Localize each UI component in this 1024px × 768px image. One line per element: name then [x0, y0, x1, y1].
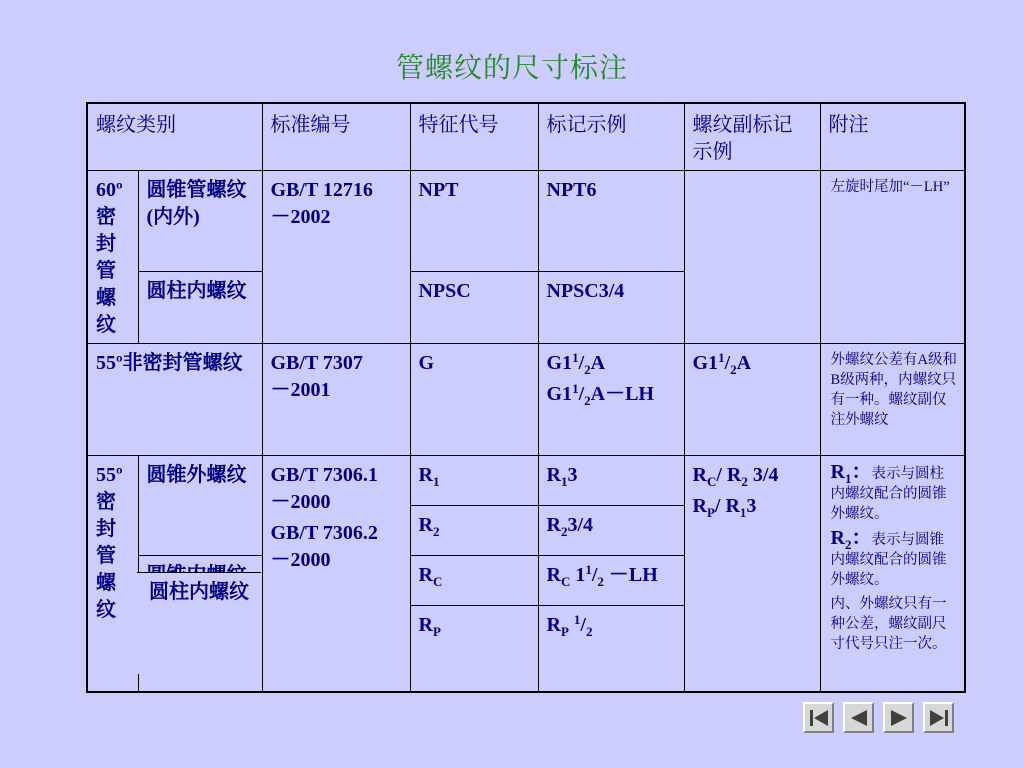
header-standard: 标准编号: [262, 103, 410, 171]
category-60-sealed: 60º密封管螺纹: [87, 171, 138, 344]
standard-60-number: GB/T 12716: [270, 179, 373, 201]
page-title: 管螺纹的尺寸标注: [395, 53, 628, 84]
example-g: [538, 344, 684, 456]
pair-example-g: $G1^1/_2A$: [684, 344, 820, 456]
note-55s-tolerance: 内、外螺纹只有一种公差，螺纹副尺寸代号只注一次。: [830, 596, 947, 652]
header-category: 螺纹类别: [87, 103, 262, 171]
table-row-60-a: [87, 171, 965, 272]
pair-rc-r2: $R_C/$ $R_2$ 3/4: [692, 464, 779, 489]
previous-slide-button[interactable]: [843, 702, 874, 733]
standard-55n-number: GB/T 7307: [270, 352, 363, 374]
standard-55n-year: －2001: [270, 379, 331, 401]
example-npsc: NPSC3/4: [538, 272, 684, 344]
subcategory-taper-pipe: 圆锥管螺纹(内外): [138, 171, 262, 272]
pair-example-60: [684, 171, 820, 344]
header-example: 标记示例: [538, 103, 684, 171]
header-code: 特征代号: [410, 103, 538, 171]
subcategory-cylindrical-internal: 圆柱内螺纹: [138, 272, 262, 344]
example-r2: $R_23/4$: [538, 506, 684, 556]
first-slide-button[interactable]: [803, 702, 834, 733]
next-slide-icon: [888, 708, 910, 728]
slide-navigation: [803, 702, 954, 733]
first-slide-icon: [808, 708, 830, 728]
category-55-non-sealed: 55º非密封管螺纹: [87, 344, 262, 456]
code-g: G: [410, 344, 538, 456]
standard-55s-2-year: －2000: [270, 549, 331, 571]
header-pair-example: 螺纹副标记示例: [684, 103, 820, 171]
note-55n: 外螺纹公差有A级和B级两种，内螺纹只有一种。螺纹副仅注外螺纹: [820, 344, 965, 456]
standard-55s: [262, 456, 410, 692]
subcategory-cylindrical-internal-55: 圆柱内螺纹: [137, 572, 261, 674]
header-row: [87, 103, 965, 171]
standard-55n: [262, 344, 410, 456]
example-npt: NPT6: [538, 171, 684, 272]
pair-example-55s: [684, 456, 820, 692]
table-row-55-non-sealed: [87, 344, 965, 456]
code-r1: $R_1$: [410, 456, 538, 506]
example-g-right: $G1^1/_2A$: [546, 350, 606, 377]
code-npt: NPT: [410, 171, 538, 272]
last-slide-icon: [928, 708, 950, 728]
example-rp: $R_P$ $^1/_2$: [538, 606, 684, 692]
standard-55s-2-number: GB/T 7306.2: [270, 522, 378, 544]
table-row-55-sealed-1: [87, 456, 965, 506]
standard-55s-1-year: －2000: [270, 491, 331, 513]
standard-55s-1-number: GB/T 7306.1: [270, 464, 378, 486]
example-g-left: $G1^1/_2A-LH$: [546, 381, 654, 408]
previous-slide-icon: [848, 708, 870, 728]
standard-60-year: －2002: [270, 206, 331, 228]
next-slide-button[interactable]: [883, 702, 914, 733]
code-rc: $R_C$: [410, 556, 538, 606]
standard-60: [262, 171, 410, 344]
note-60: 左旋时尾加“－LH”: [820, 171, 965, 344]
note-55s: [820, 456, 965, 692]
category-55-sealed: 55º密封管螺纹: [87, 456, 138, 692]
last-slide-button[interactable]: [923, 702, 954, 733]
code-npsc: NPSC: [410, 272, 538, 344]
code-rp: $R_P$: [410, 606, 538, 692]
code-r2: $R_2$: [410, 506, 538, 556]
header-note: 附注: [820, 103, 965, 171]
subcategory-taper-external: 圆锥外螺纹: [138, 456, 262, 556]
note-55s-r2: R2：表示与圆锥内螺纹配合的圆锥外螺纹。: [830, 527, 947, 588]
note-55s-r1: R1：表示与圆柱内螺纹配合的圆锥外螺纹。: [830, 461, 947, 522]
example-r1: $R_13$: [538, 456, 684, 506]
pair-rp-r1: $R_P/$ $R_13$: [692, 495, 757, 520]
example-rc: $R_C$ $1^1/_2 -LH$: [538, 556, 684, 606]
